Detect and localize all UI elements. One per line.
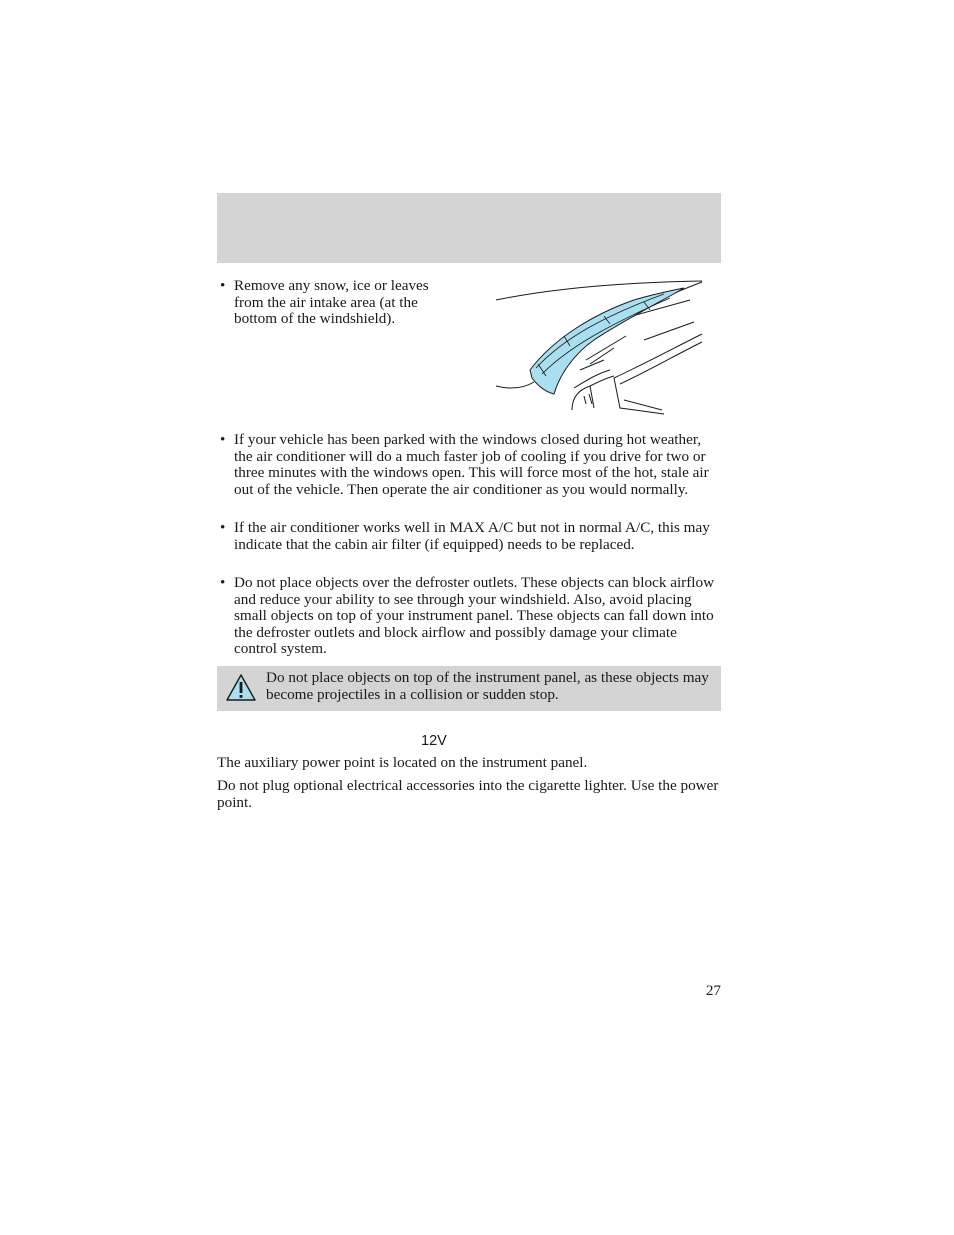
bullet-item-parked-hot-weather bbox=[217, 432, 721, 498]
page-number: 27 bbox=[705, 982, 721, 999]
warning-text: Do not place objects on top of the instrument panel, as these objects may become projectiles in a collision or sudden stop. bbox=[266, 669, 709, 703]
bullet-symbol: • bbox=[220, 574, 226, 591]
bullet-text: Remove any snow, ice or leaves from the air intake area (at the bottom of the windshield). bbox=[234, 277, 429, 328]
bullet-item-defroster-outlets bbox=[217, 575, 721, 658]
windshield-air-intake-illustration bbox=[494, 278, 706, 416]
bullet-item-air-intake bbox=[217, 278, 457, 328]
warning-box bbox=[217, 666, 721, 711]
bullet-symbol: • bbox=[220, 277, 226, 294]
warning-triangle-icon bbox=[225, 673, 257, 702]
bullet-text: If the air conditioner works well in MAX A/C but not in normal A/C, this may indicate that the cabin air filter (if equipped) needs to be replaced. bbox=[234, 519, 710, 553]
header-band bbox=[217, 193, 721, 263]
power-point-location-paragraph: The auxiliary power point is located on the instrument panel. bbox=[217, 754, 588, 771]
bullet-text: Do not place objects over the defroster outlets. These objects can block airflow and reduce your ability to see through your windshield. Also, avoid placing small objects on top of your instrument panel. These objects can fall down into the defroster outlets and block airflow and possibly damage your climate control system. bbox=[234, 574, 715, 658]
bullet-item-cabin-air-filter bbox=[217, 520, 721, 553]
bullet-symbol: • bbox=[220, 431, 226, 448]
bullet-symbol: • bbox=[220, 519, 226, 536]
power-point-usage-paragraph: Do not plug optional electrical accessories into the cigarette lighter. Use the power point. bbox=[217, 777, 719, 811]
power-point-heading: 12V bbox=[421, 733, 447, 749]
bullet-text: If your vehicle has been parked with the windows closed during hot weather, the air conditioner will do a much faster job of cooling if you drive for two or three minutes with the windows open. This will force most of the hot, stale air out of the vehicle. Then operate the air conditioner as you would normally. bbox=[234, 431, 709, 498]
